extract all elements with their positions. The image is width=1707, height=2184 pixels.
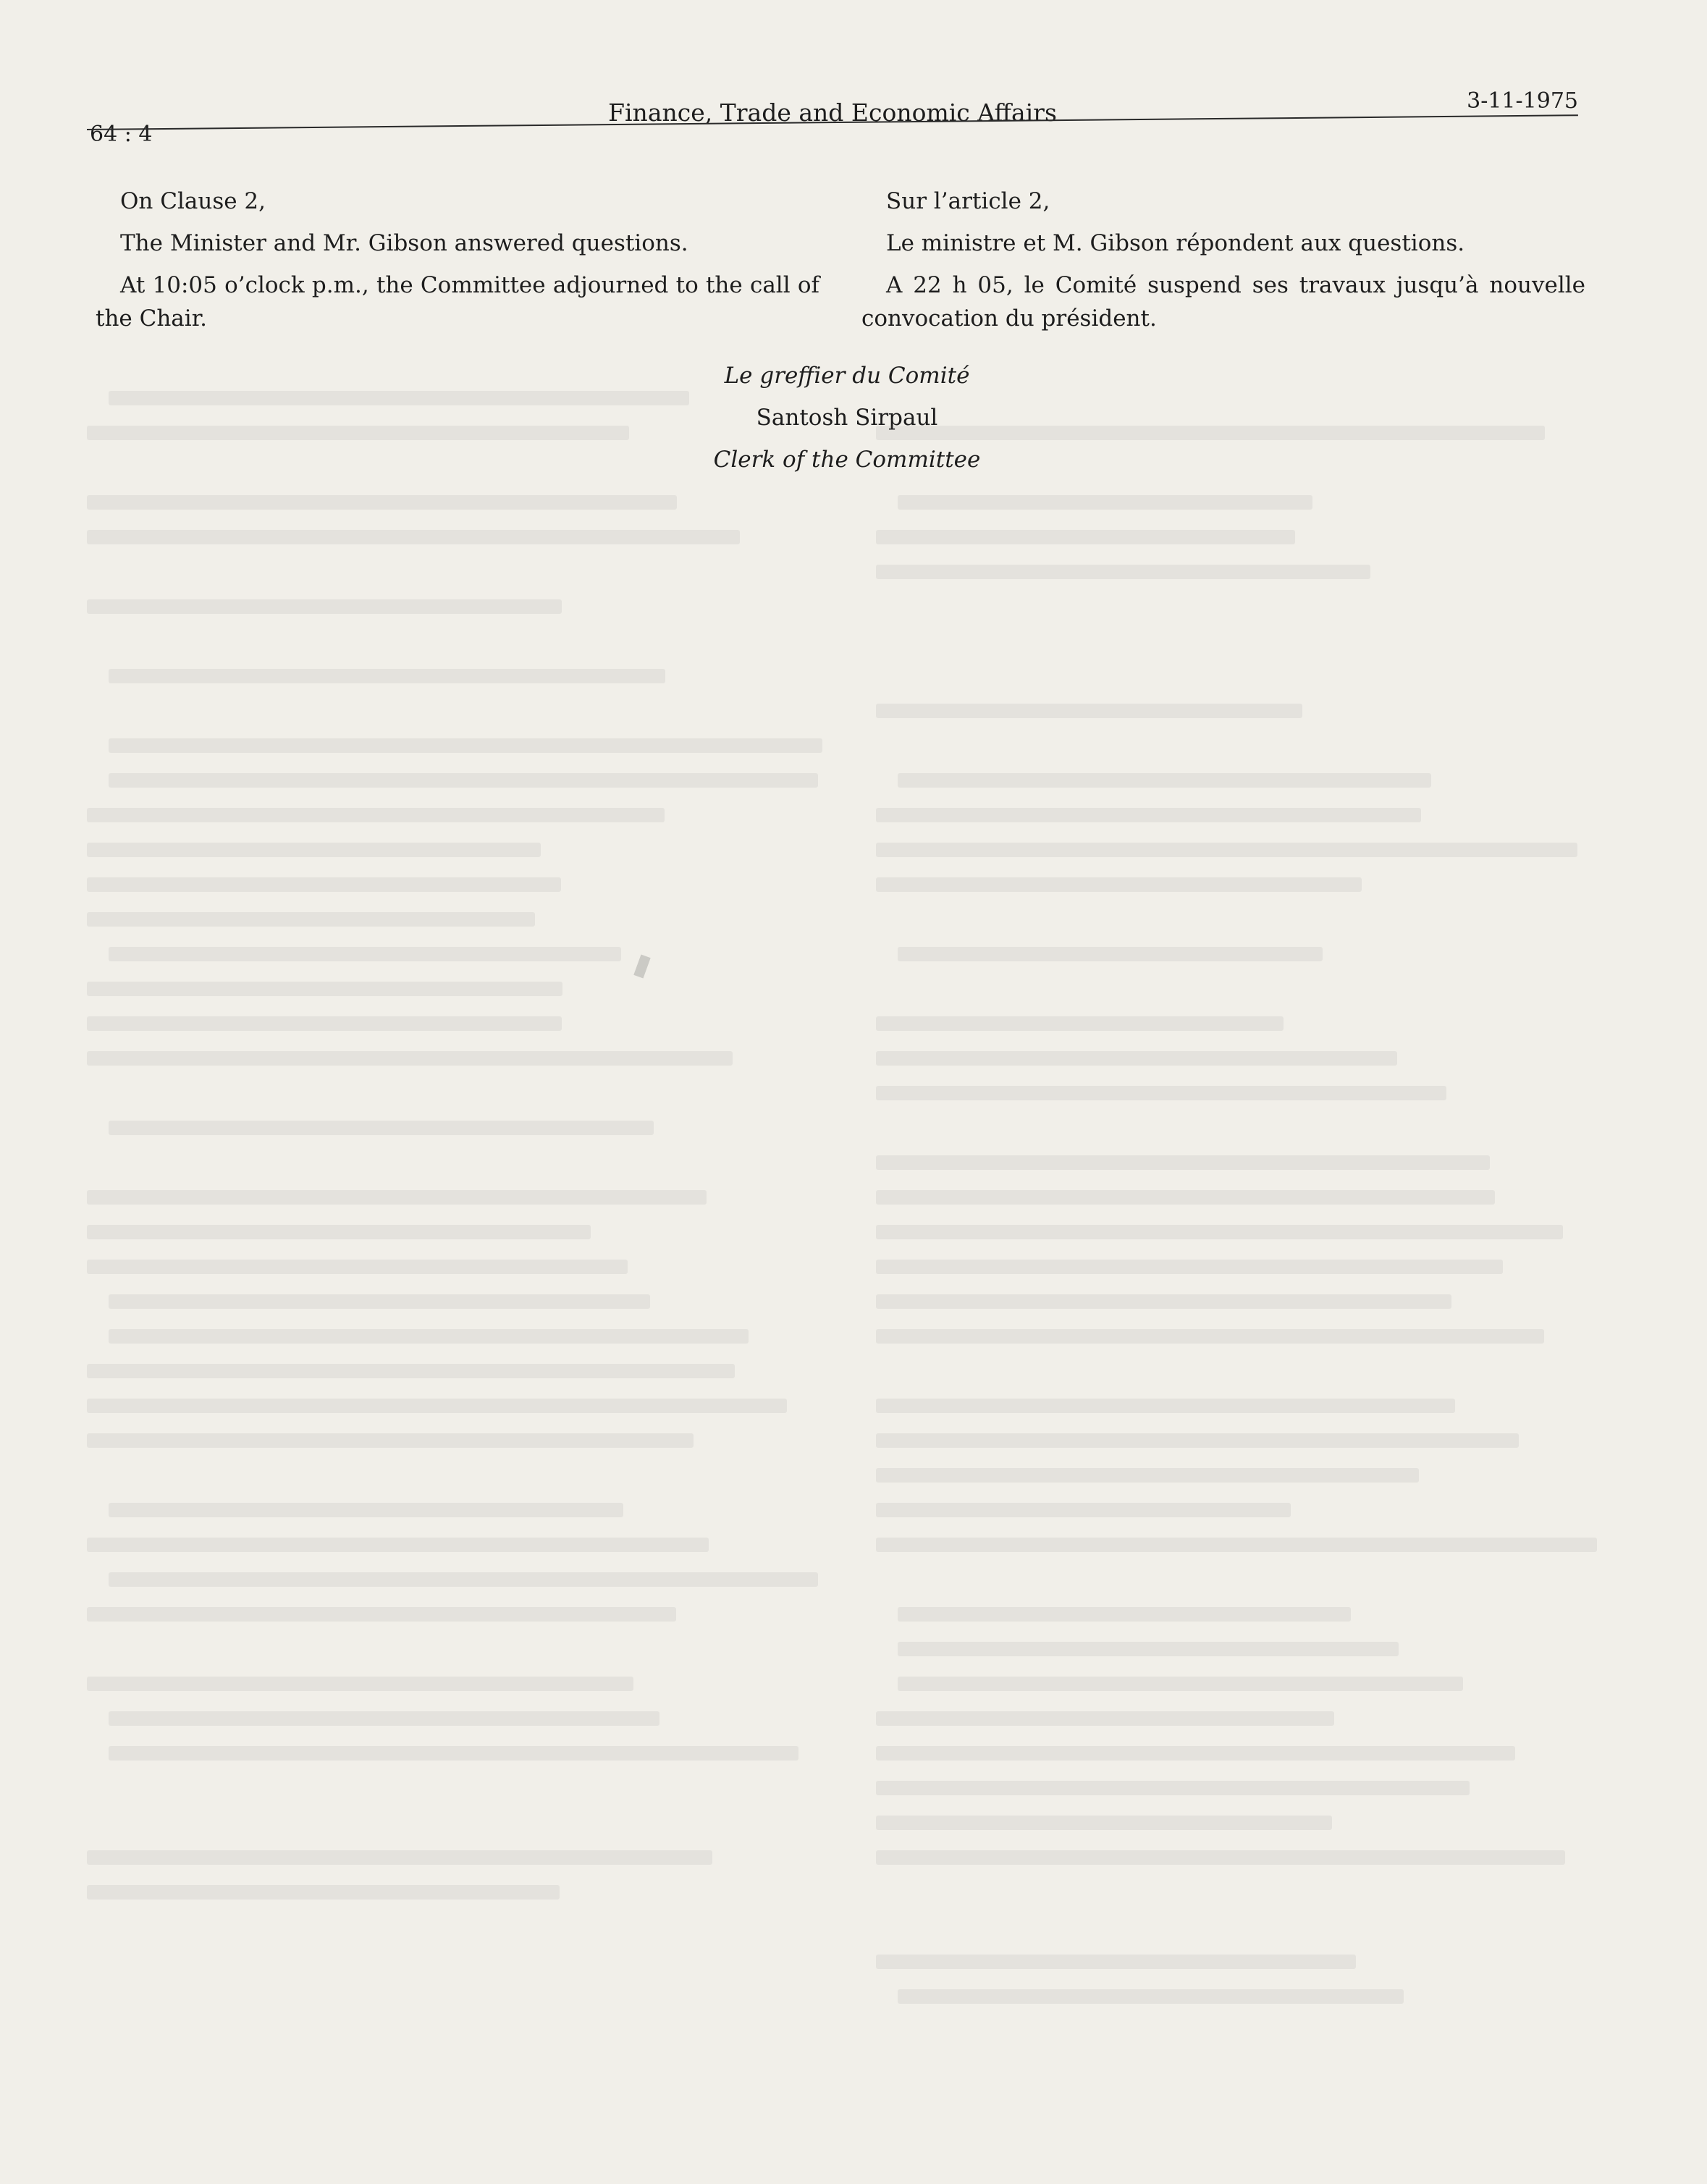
- bleed-line: [87, 982, 562, 996]
- bleed-line: [898, 1642, 1399, 1656]
- bleed-line: [876, 808, 1421, 822]
- bleed-line: [87, 1538, 709, 1552]
- bleed-line: [876, 1051, 1397, 1066]
- bleed-line: [87, 1364, 735, 1378]
- bleed-line: [876, 1955, 1356, 1969]
- bleed-line: [876, 1260, 1503, 1274]
- signature-block: [623, 355, 1071, 481]
- bleed-line: [876, 1816, 1332, 1830]
- bleed-line: [87, 530, 740, 544]
- bleed-line: [109, 1572, 818, 1587]
- bleed-line: [876, 1016, 1284, 1031]
- bleed-line: [876, 1399, 1455, 1413]
- bleed-line: [109, 1711, 659, 1726]
- clerk-title-english: Clerk of the Committee: [713, 447, 981, 473]
- bleed-line: [876, 1468, 1419, 1483]
- bleed-line: [87, 1885, 560, 1900]
- bleed-line: [87, 426, 629, 440]
- bleed-line: [876, 565, 1370, 579]
- french-paragraph: A 22 h 05, le Comité suspend ses travaux jusqu’à nouvelle convocation du président.: [861, 272, 1585, 332]
- english-paragraph: The Minister and Mr. Gibson answered questions.: [120, 230, 688, 256]
- bleed-line: [109, 391, 689, 405]
- page-number: 64 : 4: [90, 122, 153, 147]
- bleed-line: [109, 1746, 798, 1761]
- bleed-line: [87, 808, 665, 822]
- bleed-line: [876, 1329, 1544, 1344]
- clerk-name: Santosh Sirpaul: [756, 405, 938, 431]
- bleed-line: [876, 1155, 1490, 1170]
- bleed-line: [109, 947, 621, 961]
- bleed-line: [87, 912, 535, 927]
- bleed-line: [876, 1225, 1563, 1239]
- bleed-line: [87, 495, 677, 510]
- french-clause-heading: Sur l’article 2,: [886, 188, 1050, 214]
- bleed-line: [87, 1016, 562, 1031]
- bleed-line: [87, 1225, 591, 1239]
- english-paragraph: At 10:05 o’clock p.m., the Committee adjourned to the call of the Chair.: [96, 272, 819, 332]
- bleed-line: [87, 599, 562, 614]
- bleed-line: [109, 1329, 749, 1344]
- bleed-line: [876, 1433, 1519, 1448]
- english-clause-heading: On Clause 2,: [120, 188, 266, 214]
- bleed-line: [876, 1190, 1495, 1205]
- bleed-line: [898, 1607, 1351, 1622]
- bleed-line: [87, 1051, 733, 1066]
- running-title: Finance, Trade and Economic Affairs: [608, 98, 1057, 127]
- bleed-line: [876, 1086, 1446, 1100]
- bleed-line: [87, 1850, 712, 1865]
- bleed-line: [876, 1850, 1565, 1865]
- bleed-line: [898, 1989, 1404, 2004]
- page-header: [87, 87, 1578, 147]
- french-column: [861, 185, 1585, 344]
- bleed-line: [87, 1607, 676, 1622]
- bleed-line: [876, 1746, 1515, 1761]
- bleed-line: [87, 877, 561, 892]
- bleed-line: [898, 1677, 1463, 1691]
- bleed-line: [109, 1503, 623, 1517]
- bleed-line: [87, 1433, 694, 1448]
- bleed-line: [876, 704, 1302, 718]
- bleed-line: [87, 1260, 628, 1274]
- header-date: 3-11-1975: [1467, 88, 1578, 114]
- bleed-line: [876, 843, 1577, 857]
- bleed-line: [87, 1190, 707, 1205]
- english-column: [96, 185, 819, 344]
- bleed-line: [898, 773, 1431, 788]
- bleed-line: [876, 1711, 1334, 1726]
- bleed-line: [109, 1121, 654, 1135]
- bleed-line: [109, 773, 818, 788]
- bleed-line: [109, 669, 665, 683]
- bleed-line: [898, 495, 1312, 510]
- bleed-line: [87, 1677, 633, 1691]
- bleed-line: [876, 877, 1362, 892]
- bleed-through-texture: [87, 391, 1607, 2056]
- bleed-line: [876, 530, 1295, 544]
- bleed-line: [876, 1294, 1451, 1309]
- bleed-line: [876, 1503, 1291, 1517]
- paper-mark: [633, 955, 650, 979]
- clerk-title-french: Le greffier du Comité: [724, 363, 970, 389]
- bleed-line: [87, 1399, 787, 1413]
- bleed-line: [898, 947, 1323, 961]
- bleed-line: [87, 843, 541, 857]
- bleed-line: [109, 1294, 650, 1309]
- bleed-line: [876, 1781, 1470, 1795]
- bleed-line: [876, 1538, 1597, 1552]
- bleed-line: [109, 738, 822, 753]
- french-paragraph: Le ministre et M. Gibson répondent aux questions.: [886, 230, 1465, 256]
